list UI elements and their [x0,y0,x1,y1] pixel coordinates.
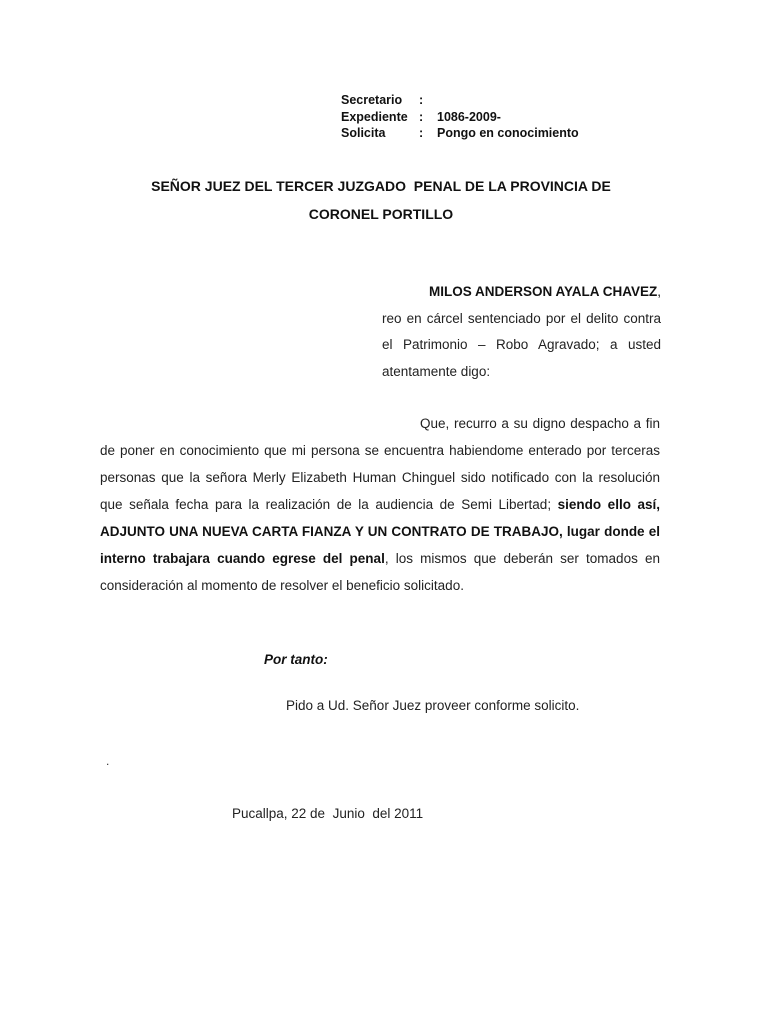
solicita-row [341,125,579,142]
body-text-part-2: , los mismos que deberán ser tomados en consideración al momento de resolver el beneficio solicitado. [100,551,660,593]
secretario-separator: : [419,93,424,107]
expediente-separator: : [419,109,424,124]
petitioner-block [382,279,661,385]
expediente-value: 1086-2009- [437,109,501,124]
expediente-row [341,109,579,126]
body-text-bold: siendo ello así, ADJUNTO UNA NUEVA CARTA FIANZA Y UN CONTRATO DE TRABAJO, lugar donde el interno trabajara cuando egrese del penal [100,497,661,566]
stray-dot: . [106,754,110,768]
addressee-line-1: SEÑOR JUEZ DEL TERCER JUZGADO PENAL DE LA PROVINCIA DE [151,178,611,194]
solicita-value: Pongo en conocimiento [437,126,579,140]
petitioner-name: MILOS ANDERSON AYALA CHAVEZ [428,284,658,299]
petitioner-name-line [382,279,661,306]
place-date-line: Pucallpa, 22 de Junio del 2011 [232,806,424,821]
por-tanto-heading: Por tanto: [264,652,328,667]
body-text-part-1: Que, recurro a su digno despacho a fin de poner en conocimiento que mi persona se encuentra habiendome enterado por terceras personas que la señora Merly Elizabeth Human Chinguel sido notificado con la resolución que señala fecha para la realización de la audiencia de Semi Libertad; [100,416,660,512]
petitioner-description: reo en cárcel sentenciado por el delito contra el Patrimonio – Robo Agravado; a usted atentamente digo: [382,310,661,379]
solicita-separator: : [419,126,424,140]
body-paragraph [100,410,660,599]
request-line: Pido a Ud. Señor Juez proveer conforme solicito. [286,698,580,713]
addressee-line-2: CORONEL PORTILLO [308,206,454,222]
expediente-label: Expediente [341,109,408,124]
solicita-label: Solicita [341,126,386,140]
secretario-label: Secretario [341,93,403,107]
addressee-heading [100,172,662,228]
petitioner-name-suffix: , [657,284,661,299]
case-header [341,92,579,142]
secretario-row [341,92,579,109]
